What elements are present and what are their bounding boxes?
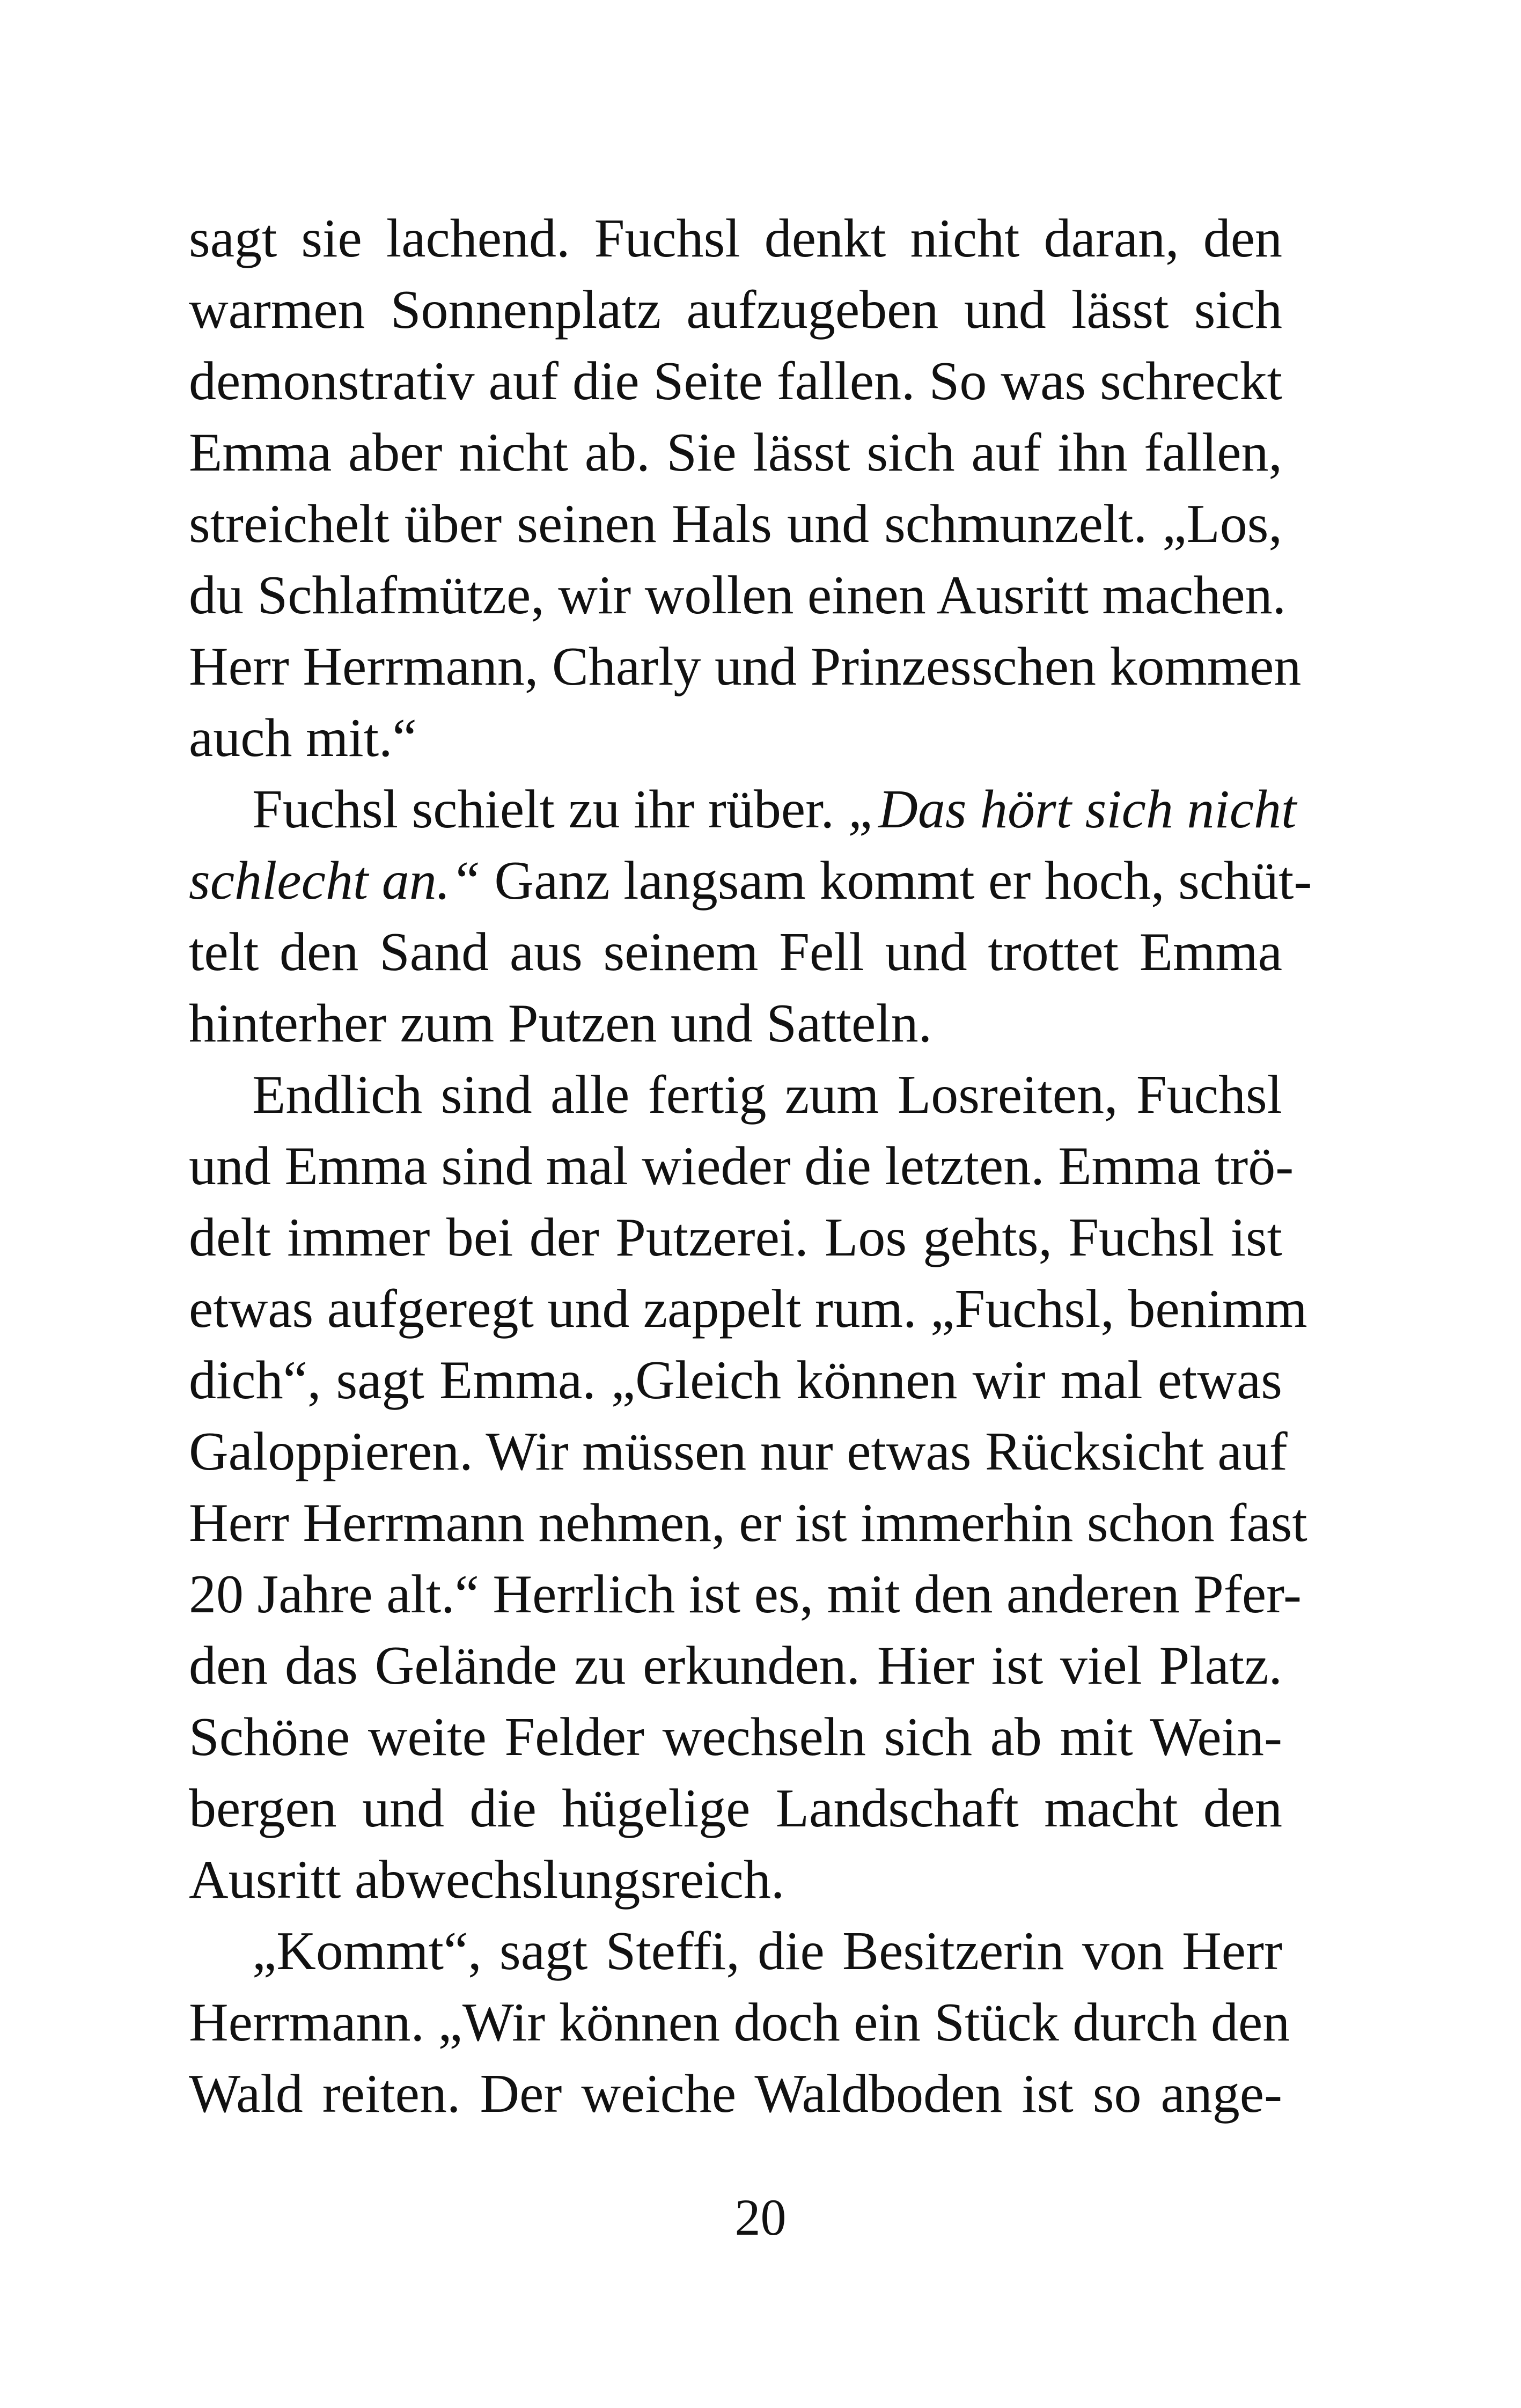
paragraph [189, 203, 1302, 774]
text-segment: sagt sie lachend. Fuchsl denkt nicht daran, den [189, 208, 1282, 269]
text-line [189, 1273, 1307, 1345]
text-segment: du Schlafmütze, wir wollen einen Ausritt machen. [189, 565, 1287, 626]
text-segment: Herr Herrmann, Charly und Prinzesschen kommen [189, 636, 1302, 697]
text-segment: den das Gelände zu erkunden. Hier ist viel Platz. [189, 1635, 1282, 1696]
text-segment: Fuchsl schielt zu ihr rüber. [252, 779, 848, 840]
page-number: 20 [734, 2189, 787, 2246]
text-segment: „Kommt“, sagt Steffi, die Besitzerin von Herr [252, 1921, 1282, 1981]
italic-text-segment: „Das hört sich nicht [848, 779, 1297, 840]
text-line [189, 1202, 1282, 1273]
text-segment: Ganz langsam kommt er hoch, schüt- [480, 850, 1312, 911]
body-text [189, 203, 1312, 2130]
text-line [189, 1630, 1282, 1701]
text-line [189, 488, 1282, 560]
text-segment: Ausritt abwechslungsreich. [189, 1849, 785, 1910]
text-line [189, 916, 1282, 988]
text-line [189, 1701, 1282, 1773]
text-segment: Herr Herrmann nehmen, er ist immerhin schon fast [189, 1493, 1307, 1553]
text-segment: delt immer bei der Putzerei. Los gehts, Fuchsl ist [189, 1207, 1282, 1268]
text-segment: warmen Sonnenplatz aufzugeben und lässt sich [189, 280, 1282, 340]
text-line [189, 274, 1282, 346]
text-segment: Galoppieren. Wir müssen nur etwas Rücksicht auf [189, 1421, 1288, 1482]
text-line [189, 203, 1282, 274]
paragraph [189, 1915, 1290, 2130]
text-segment: hinterher zum Putzen und Satteln. [189, 993, 932, 1054]
text-line [189, 702, 1282, 774]
text-segment: auch mit.“ [189, 708, 417, 768]
text-segment: Endlich sind alle fertig zum Losreiten, Fuchsl [252, 1064, 1282, 1125]
paragraph [189, 1059, 1307, 1915]
text-line [189, 845, 1312, 916]
text-segment: und Emma sind mal wieder die letzten. Emma trö- [189, 1136, 1294, 1196]
text-segment: Emma aber nicht ab. Sie lässt sich auf ihn fallen, [189, 422, 1282, 483]
text-line [189, 1559, 1302, 1630]
text-line [189, 1130, 1294, 1202]
text-segment: streichelt über seinen Hals und schmunzelt. „Los, [189, 494, 1282, 554]
text-line [189, 1773, 1282, 1844]
italic-text-segment: schlecht an.“ [189, 850, 481, 911]
text-segment: demonstrativ auf die Seite fallen. So was schreckt [189, 351, 1282, 412]
text-segment: Herrmann. „Wir können doch ein Stück durch den [189, 1992, 1290, 2053]
text-segment: Schöne weite Felder wechseln sich ab mit Wein- [189, 1707, 1282, 1767]
text-line [189, 631, 1302, 702]
text-line [189, 560, 1287, 631]
text-line [189, 774, 1297, 845]
text-line [189, 988, 1282, 1059]
text-segment: 20 Jahre alt.“ Herrlich ist es, mit den anderen Pfer- [189, 1564, 1302, 1625]
text-line [189, 1915, 1282, 1987]
text-line [189, 2058, 1282, 2130]
text-line [189, 417, 1282, 488]
text-segment: telt den Sand aus seinem Fell und trottet Emma [189, 922, 1282, 982]
text-line [189, 1416, 1288, 1487]
text-line [189, 1487, 1307, 1559]
paragraph [189, 774, 1312, 1059]
text-line [189, 1987, 1290, 2058]
text-segment: dich“, sagt Emma. „Gleich können wir mal etwas [189, 1350, 1282, 1411]
text-line [189, 1345, 1282, 1416]
text-line [189, 346, 1282, 417]
text-line [189, 1059, 1282, 1130]
text-segment: Wald reiten. Der weiche Waldboden ist so ange- [189, 2064, 1282, 2124]
text-line [189, 1844, 1282, 1915]
text-segment: bergen und die hügelige Landschaft macht den [189, 1778, 1282, 1839]
text-segment: etwas aufgeregt und zappelt rum. „Fuchsl, benimm [189, 1279, 1307, 1339]
